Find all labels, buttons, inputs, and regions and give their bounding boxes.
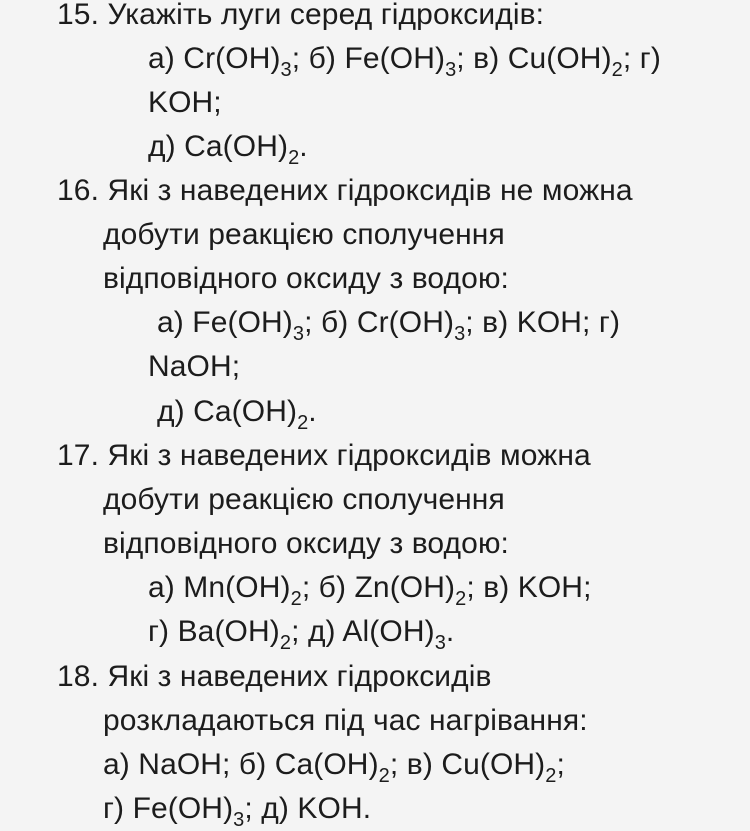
answer-text: ; б) Cr(OH) bbox=[304, 306, 455, 339]
formula-subscript: 2 bbox=[455, 588, 467, 610]
question-17-answer-line bbox=[148, 570, 592, 610]
answer-text: . bbox=[308, 395, 317, 428]
question-17-number: 17. bbox=[57, 439, 100, 472]
question-18-answer-line bbox=[103, 791, 372, 831]
answer-text: . bbox=[299, 130, 308, 163]
formula-subscript: 2 bbox=[297, 412, 309, 434]
answer-text: ; г) bbox=[622, 42, 661, 75]
answer-text: ; bbox=[556, 748, 565, 781]
question-18-line-1 bbox=[57, 659, 492, 695]
question-17-answer-line bbox=[148, 614, 455, 654]
formula-subscript: 3 bbox=[233, 809, 245, 831]
formula-subscript: 2 bbox=[611, 59, 623, 81]
answer-text: ; в) KOH; г) bbox=[465, 306, 621, 339]
answer-text: KOH; bbox=[148, 86, 222, 119]
answer-text: а) NaOH; б) Ca(OH) bbox=[103, 748, 379, 781]
question-17-line-2: добути реакцією сполучення bbox=[103, 483, 505, 516]
formula-subscript: 2 bbox=[378, 765, 390, 787]
answer-text: ; д) Al(OH) bbox=[291, 615, 435, 648]
formula-subscript: 3 bbox=[454, 323, 466, 345]
answer-text: NaOH; bbox=[148, 350, 241, 383]
answer-text: ; в) KOH; bbox=[466, 571, 592, 604]
answer-text: г) Ba(OH) bbox=[148, 615, 280, 648]
question-18-answer-line bbox=[103, 747, 565, 787]
question-15-answer-line bbox=[148, 129, 308, 169]
answer-text: ; б) Fe(OH) bbox=[291, 42, 446, 75]
question-18-line-2: розкладаються під час нагрівання: bbox=[103, 704, 588, 737]
answer-text: д) Ca(OH) bbox=[148, 130, 289, 163]
answer-text: . bbox=[445, 615, 455, 648]
answer-text: ; в) Cu(OH) bbox=[456, 42, 612, 75]
question-16-answer-line bbox=[157, 305, 621, 345]
answer-text: ; б) Zn(OH) bbox=[301, 571, 456, 604]
question-16-number: 16. bbox=[57, 174, 100, 207]
formula-subscript: 3 bbox=[434, 632, 446, 654]
question-15-text: Укажіть луги серед гідроксидів: bbox=[107, 0, 545, 31]
question-16-line-3: відповідного оксиду з водою: bbox=[103, 262, 509, 295]
formula-subscript: 2 bbox=[290, 588, 302, 610]
answer-text: г) Fe(OH) bbox=[103, 792, 234, 825]
formula-subscript: 3 bbox=[445, 59, 457, 81]
question-17-line-3: відповідного оксиду з водою: bbox=[103, 527, 509, 560]
question-18-number: 18. bbox=[57, 660, 100, 693]
formula-subscript: 3 bbox=[280, 59, 292, 81]
question-16-answer-line bbox=[157, 394, 317, 434]
question-17-text: Які з наведених гідроксидів можна bbox=[107, 439, 591, 472]
answer-text: а) Mn(OH) bbox=[148, 571, 291, 604]
question-16-text: Які з наведених гідроксидів не можна bbox=[107, 174, 633, 207]
question-16-line-2: добути реакцією сполучення bbox=[103, 218, 505, 251]
formula-subscript: 2 bbox=[545, 765, 557, 787]
question-18-text: Які з наведених гідроксидів bbox=[107, 660, 492, 693]
formula-subscript: 2 bbox=[288, 147, 300, 169]
question-15-answer-line bbox=[148, 85, 222, 121]
answer-text: ; д) KOH. bbox=[244, 792, 372, 825]
formula-subscript: 2 bbox=[279, 632, 292, 654]
formula-subscript: 3 bbox=[292, 323, 305, 345]
answer-text: а) Fe(OH) bbox=[157, 306, 293, 339]
answer-text: д) Ca(OH) bbox=[157, 395, 298, 428]
question-15-answer-line bbox=[148, 41, 661, 81]
question-17-line-1 bbox=[57, 438, 591, 474]
question-15-line-1 bbox=[57, 0, 544, 33]
answer-text: а) Cr(OH) bbox=[148, 42, 281, 75]
question-15-number: 15. bbox=[57, 0, 100, 31]
question-16-answer-line bbox=[148, 349, 240, 385]
answer-text: ; в) Cu(OH) bbox=[389, 748, 546, 781]
question-16-line-1 bbox=[57, 173, 633, 209]
